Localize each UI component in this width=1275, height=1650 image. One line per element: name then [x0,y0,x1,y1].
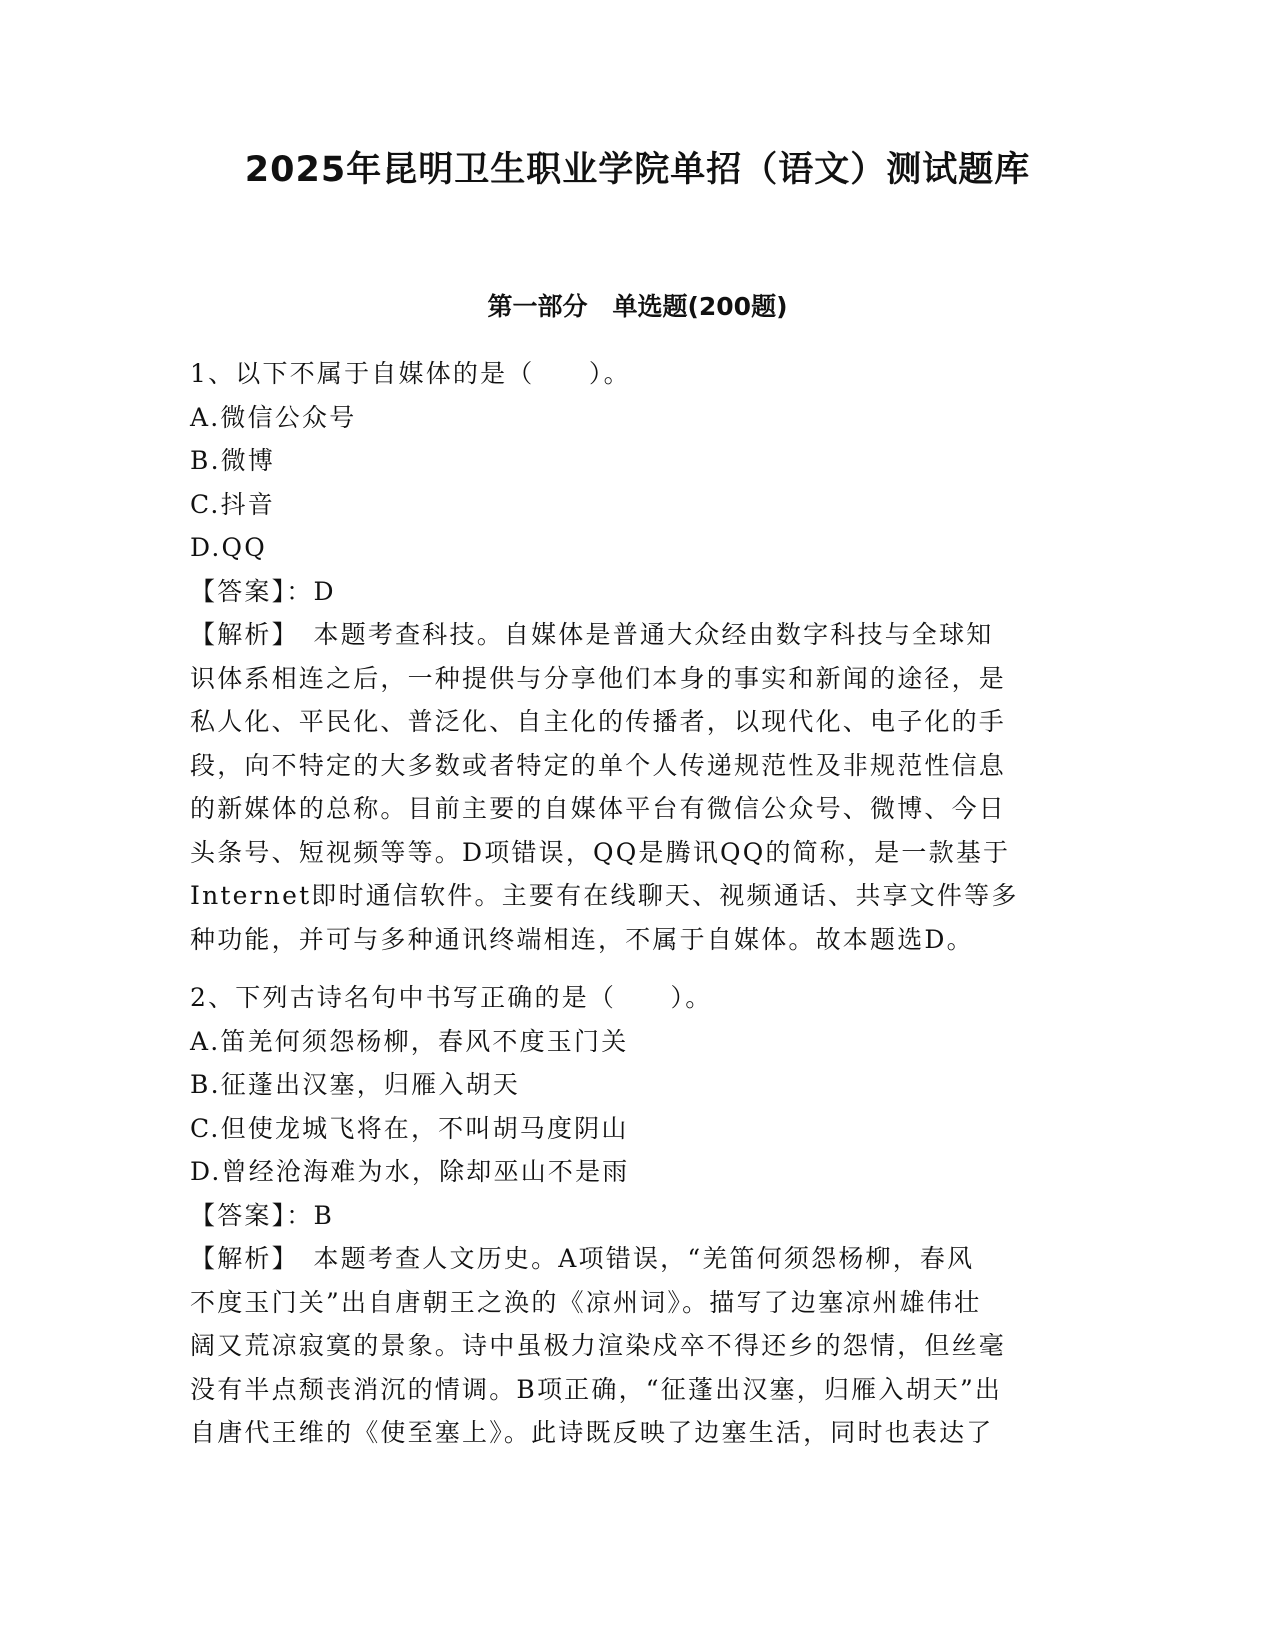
option-a: A.微信公众号 [190,402,357,432]
analysis-line: 段，向不特定的大多数或者特定的单个人传递规范性及非规范性信息 [190,750,1007,780]
option-c: C.抖音 [190,489,275,519]
analysis-line: 不度玉门关”出自唐朝王之涣的《凉州词》。描写了边塞凉州雄伟壮 [190,1287,982,1317]
analysis-line: 没有半点颓丧消沉的情调。B项正确，“征蓬出汉塞，归雁入胡天”出 [190,1374,1003,1404]
analysis-line: 识体系相连之后，一种提供与分享他们本身的事实和新闻的途径，是 [190,663,1007,693]
analysis-line: 的新媒体的总称。目前主要的自媒体平台有微信公众号、微博、今日 [190,794,1007,823]
analysis-line: 【解析】 本题考查人文历史。A项错误，“羌笛何须怨杨柳，春风 [190,1244,975,1273]
question-2 [190,976,1080,1455]
analysis-line: 私人化、平民化、普泛化、自主化的传播者，以现代化、电子化的手 [190,707,1007,736]
answer-line: 【答案】：B [190,1200,335,1230]
question-stem: 2、下列古诗名句中书写正确的是（ ）。 [190,983,713,1012]
analysis-line: 【解析】 本题考查科技。自媒体是普通大众经由数字科技与全球知 [190,620,994,649]
analysis-line: 自唐代王维的《使至塞上》。此诗既反映了边塞生活，同时也表达了 [190,1418,994,1447]
option-a: A.笛羌何须怨杨柳，春风不度玉门关 [190,1026,629,1056]
document-title: 2025年昆明卫生职业学院单招（语文）测试题库 [244,150,1031,190]
analysis-line: 种功能，并可与多种通讯终端相连，不属于自媒体。故本题选D。 [190,924,974,954]
question-1 [190,352,1080,961]
option-d: D.曾经沧海难为水，除却巫山不是雨 [190,1157,630,1186]
option-b: B.征蓬出汉塞，归雁入胡天 [190,1070,520,1099]
analysis-line: 阔又荒凉寂寞的景象。诗中虽极力渲染戍卒不得还乡的怨情，但丝毫 [190,1331,1007,1360]
answer-line: 【答案】：D [190,576,336,606]
section-heading: 第一部分 单选题(200题) [487,292,788,321]
analysis-line: 头条号、短视频等等。D项错误，QQ是腾讯QQ的简称，是一款基于 [190,837,1011,867]
option-d: D.QQ [190,533,267,562]
option-b: B.微博 [190,446,276,475]
analysis-line: Internet即时通信软件。主要有在线聊天、视频通话、共享文件等多 [190,881,1019,910]
option-c: C.但使龙城飞将在，不叫胡马度阴山 [190,1113,629,1143]
question-stem: 1、以下不属于自媒体的是（ ）。 [190,359,631,388]
